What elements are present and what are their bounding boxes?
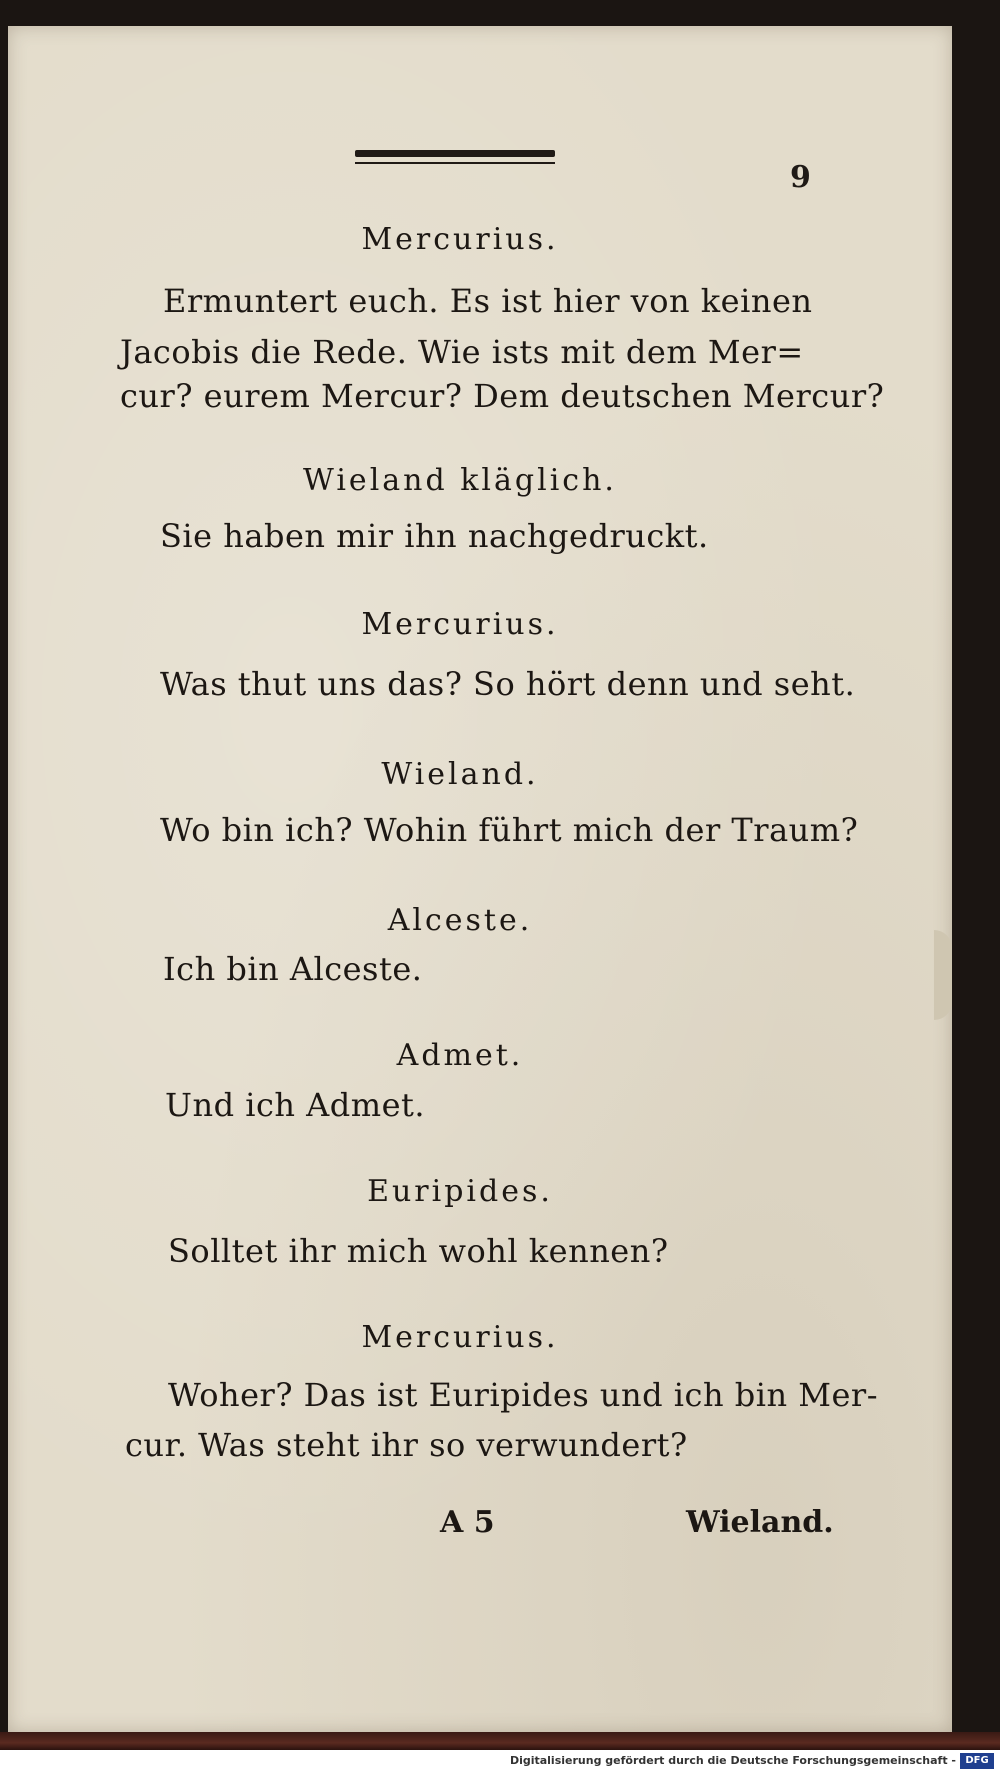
digitization-credit-bar — [0, 1750, 1000, 1772]
header-rule-thick — [355, 150, 555, 157]
speech-line: Sie haben mir ihn nachgedruckt. — [160, 517, 709, 555]
speech-line: cur? eurem Mercur? Dem deutschen Mercur? — [120, 377, 885, 415]
speaker-name: Alceste. — [387, 903, 533, 938]
dfg-logo-icon: DFG — [960, 1753, 994, 1769]
speaker-name: Mercurius. — [361, 222, 559, 257]
speaker-name: Mercurius. — [361, 607, 559, 642]
speaker-name: Admet. — [396, 1038, 524, 1073]
digitization-credit: Digitalisierung gefördert durch die Deutsche Forschungsgemeinschaft - — [509, 1754, 956, 1767]
speaker-name: Mercurius. — [361, 1320, 559, 1355]
catchword: Wieland. — [686, 1505, 834, 1540]
speech-line: Und ich Admet. — [165, 1086, 426, 1124]
speech-line: Jacobis die Rede. Wie ists mit dem Mer= — [120, 333, 804, 371]
book-cover-edge — [0, 1732, 1000, 1750]
speech-line: Solltet ihr mich wohl kennen? — [168, 1232, 669, 1270]
speech-line: Wo bin ich? Wohin führt mich der Traum? — [160, 811, 859, 849]
speaker-name: Wieland kläglich. — [303, 463, 617, 498]
speaker-name: Euripides. — [367, 1174, 553, 1209]
speech-line: Woher? Das ist Euripides und ich bin Mer- — [168, 1376, 879, 1414]
speech-line: cur. Was steht ihr so verwundert? — [125, 1426, 688, 1464]
page-edge-notch — [934, 930, 952, 1020]
signature-mark: A 5 — [440, 1505, 495, 1540]
header-rule — [355, 150, 555, 168]
speech-line: Ich bin Alceste. — [163, 950, 423, 988]
page-number: 9 — [790, 160, 811, 195]
speech-line: Was thut uns das? So hört denn und seht. — [160, 665, 856, 703]
speaker-name: Wieland. — [381, 757, 539, 792]
speech-line: Ermuntert euch. Es ist hier von keinen — [163, 282, 813, 320]
header-rule-thin — [355, 162, 555, 164]
